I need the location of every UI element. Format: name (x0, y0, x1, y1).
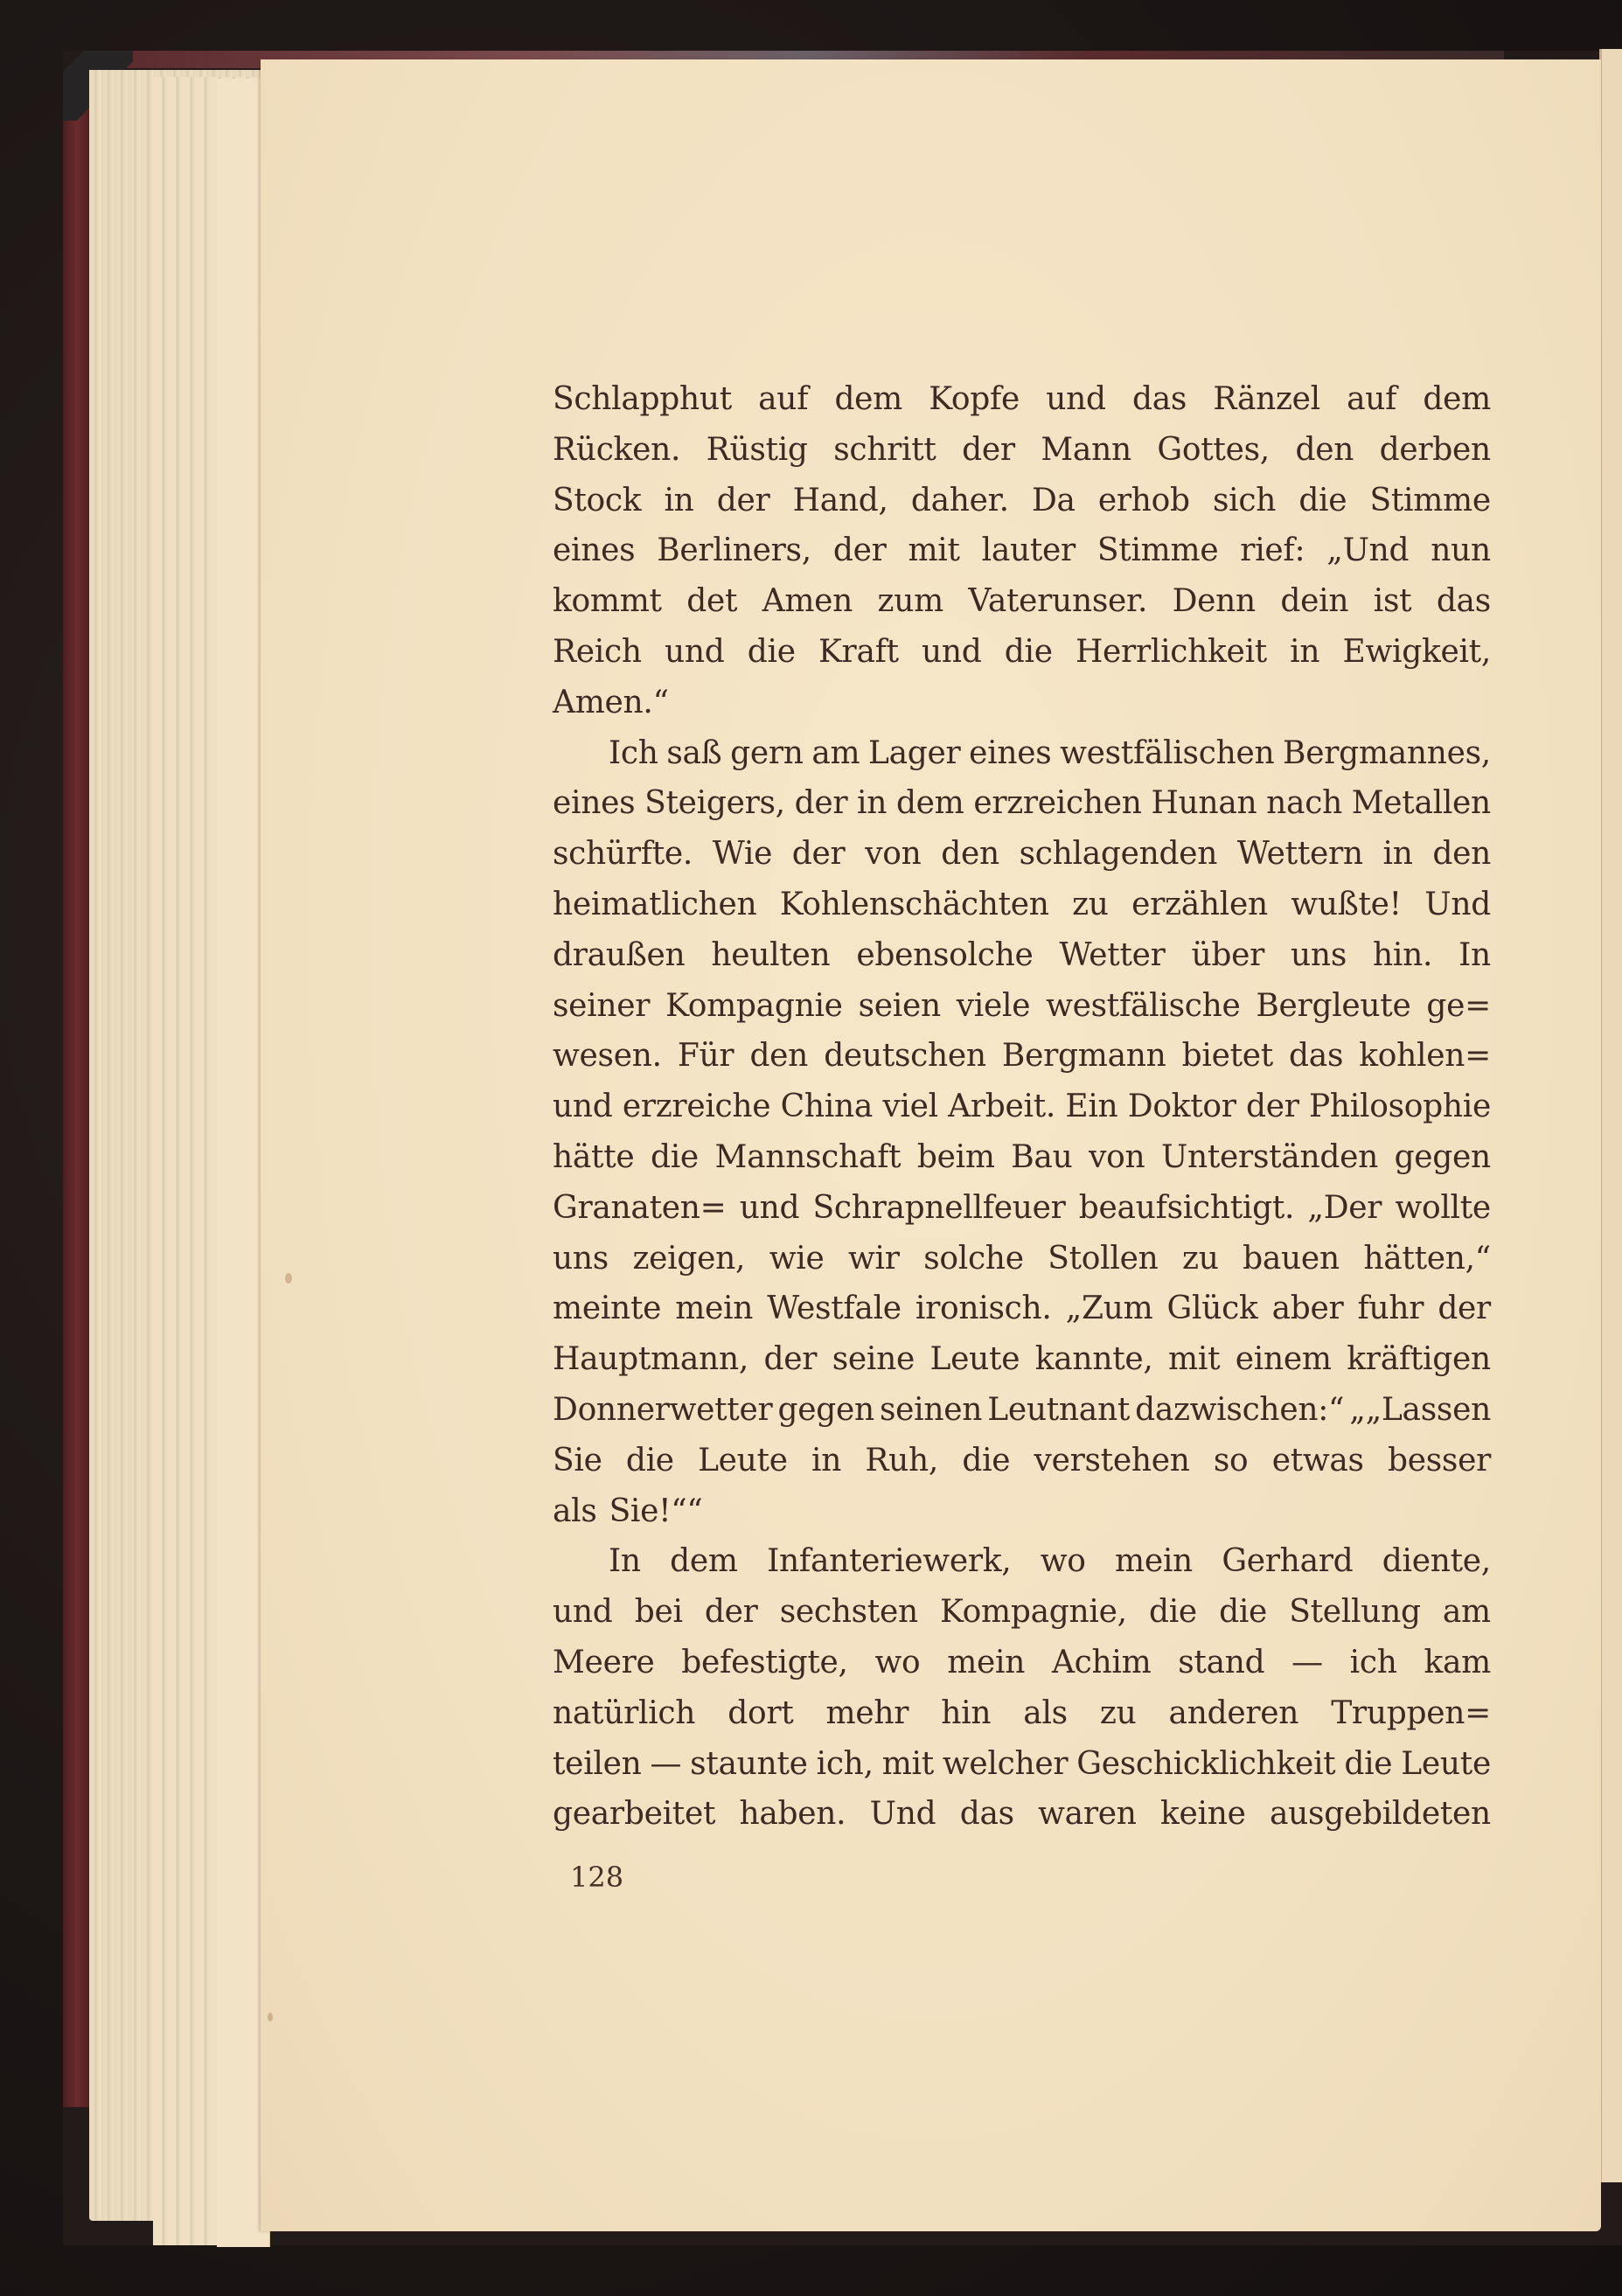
word: Und (869, 1796, 936, 1833)
word: dem (670, 1543, 738, 1580)
word: Leute (929, 1341, 1020, 1378)
word: mein (947, 1644, 1026, 1680)
word: Schrapnellfeuer (812, 1189, 1066, 1226)
word: uns (1291, 936, 1347, 973)
word: anderen (1168, 1694, 1299, 1731)
word: am (1442, 1594, 1491, 1631)
word: zu (1072, 886, 1109, 922)
next-page-edge (1599, 49, 1622, 2182)
text-line (553, 1031, 1491, 1082)
word: verstehen (1034, 1442, 1190, 1478)
word: seine (832, 1341, 915, 1378)
word: die (625, 1442, 674, 1478)
word: westfälische (1046, 987, 1241, 1024)
word: „Zum (1065, 1291, 1153, 1327)
word: Kompagnie, (940, 1594, 1127, 1631)
word: Ruh, (865, 1442, 939, 1478)
text-line (553, 1587, 1491, 1638)
word: beaufsichtigt. (1078, 1189, 1295, 1226)
word: den (1295, 431, 1354, 468)
word: Mann (1041, 431, 1131, 468)
word: Stollen (1048, 1240, 1159, 1277)
word: Granaten= (553, 1189, 727, 1226)
word: und (553, 1594, 613, 1631)
word: der (794, 785, 848, 822)
word: Amen.“ (553, 684, 669, 720)
word: und (739, 1189, 800, 1226)
word: zum (877, 583, 943, 620)
word: waren (1038, 1796, 1137, 1833)
word: Reich (553, 633, 642, 670)
word: Doktor (1127, 1089, 1236, 1125)
word: die (1148, 1594, 1197, 1631)
word: Hand, (792, 482, 888, 518)
word: Wettern (1236, 836, 1363, 873)
word: den (941, 836, 999, 873)
word: Kohlenschächten (779, 886, 1049, 922)
text-line (553, 1789, 1491, 1840)
word: hätte (553, 1138, 635, 1175)
word: zeigen, (632, 1240, 746, 1277)
word: Philosophie (1308, 1089, 1491, 1125)
word: Vaterunser. (968, 583, 1148, 620)
text-line (553, 1284, 1491, 1334)
word: kohlen= (1359, 1038, 1491, 1075)
word: ich (1349, 1644, 1397, 1680)
text-line (553, 576, 1491, 627)
word: Leute (698, 1442, 788, 1478)
text-line (553, 1739, 1491, 1790)
word: Ein (1065, 1089, 1118, 1125)
text-line (553, 1334, 1491, 1385)
word: und (1046, 381, 1106, 417)
word: kommt (553, 583, 662, 620)
word: gern (730, 734, 804, 771)
word: rief: (1240, 532, 1305, 569)
word: det (686, 583, 738, 620)
text-line (553, 476, 1491, 526)
word: dort (727, 1694, 794, 1731)
word: in (664, 482, 694, 518)
word: wie (769, 1240, 825, 1277)
word: Meere (553, 1644, 655, 1680)
word: ausgebildeten (1269, 1796, 1491, 1833)
word: keine (1160, 1796, 1246, 1833)
word: etwas (1271, 1442, 1364, 1478)
word: daher. (910, 482, 1009, 518)
word: aber (1271, 1291, 1344, 1327)
word: Bergmann (1001, 1038, 1166, 1075)
word: mit (1168, 1341, 1221, 1378)
word: als (553, 1492, 597, 1529)
word: Steigers, (644, 785, 785, 822)
paper-stain (268, 2013, 273, 2021)
word: hin (941, 1694, 992, 1731)
page-text-body (553, 374, 1491, 1840)
word: Rücken. (553, 431, 681, 468)
word: Stock (553, 482, 642, 518)
word: die (650, 1138, 699, 1175)
word: seinen (879, 1391, 983, 1428)
text-line (553, 1082, 1491, 1132)
word: dem (834, 381, 903, 417)
word: Kompagnie (665, 987, 843, 1024)
word: die (1344, 1745, 1393, 1782)
word: die (747, 633, 796, 670)
word: Leutnant (987, 1391, 1130, 1428)
word: Geschicklichkeit (1076, 1745, 1336, 1782)
word: uns (553, 1240, 609, 1277)
word: hin. (1372, 936, 1433, 973)
word: Sie!““ (609, 1492, 703, 1529)
word: in (811, 1442, 842, 1478)
word: der (716, 482, 770, 518)
word: am (811, 734, 860, 771)
word: auf (1347, 381, 1397, 417)
word: deutschen (824, 1038, 986, 1075)
word: kannte, (1034, 1341, 1153, 1378)
word: das (1289, 1038, 1344, 1075)
word: auf (758, 381, 809, 417)
word: in (1382, 836, 1413, 873)
word: einem (1235, 1341, 1332, 1378)
word: Hauptmann, (553, 1341, 748, 1378)
word: Stimme (1369, 482, 1491, 518)
word: natürlich (553, 1694, 696, 1731)
word: draußen (553, 936, 686, 973)
word: gegen (777, 1391, 874, 1428)
word: Herrlichkeit (1075, 633, 1267, 670)
word: über (1191, 936, 1265, 973)
word: den (1432, 836, 1491, 873)
word: Infanteriewerk, (767, 1543, 1012, 1580)
word: der (791, 836, 846, 873)
word: gearbeitet (553, 1796, 716, 1833)
word: Schlapphut (553, 381, 732, 417)
word: wo (874, 1644, 921, 1680)
word: kam (1424, 1644, 1491, 1680)
word: erzählen (1131, 886, 1268, 922)
word: das (1132, 381, 1187, 417)
word: seiner (553, 987, 651, 1024)
word: bauen (1243, 1240, 1340, 1277)
word: westfälischen (1060, 734, 1275, 771)
word: viel (882, 1089, 938, 1125)
word: zu (1099, 1694, 1137, 1731)
word: derben (1379, 431, 1491, 468)
word: Gottes, (1157, 431, 1270, 468)
text-line (553, 880, 1491, 930)
word: besser (1387, 1442, 1491, 1478)
word: so (1213, 1442, 1249, 1478)
word: von (1089, 1138, 1145, 1175)
word: „„Lassen (1349, 1391, 1491, 1428)
word: schürfte. (553, 836, 693, 873)
word: In (1458, 936, 1491, 973)
word: Donnerwetter (553, 1391, 773, 1428)
word: gegen (1394, 1138, 1491, 1175)
word: Bergmannes, (1283, 734, 1491, 771)
word: wir (848, 1240, 900, 1277)
word: Glück (1166, 1291, 1258, 1327)
word: fuhr (1357, 1291, 1424, 1327)
word: der (763, 1341, 818, 1378)
page-number: 128 (570, 1861, 624, 1894)
text-line (553, 1436, 1491, 1486)
word: wo (1040, 1543, 1086, 1580)
word: Kraft (818, 633, 899, 670)
word: die (1004, 633, 1053, 670)
word: ge= (1426, 987, 1491, 1024)
text-line (553, 678, 1491, 728)
text-line (553, 374, 1491, 425)
word: Ränzel (1213, 381, 1320, 417)
word: beim (916, 1138, 995, 1175)
text-line (553, 525, 1491, 576)
word: ich, (816, 1745, 874, 1782)
word: mein (1115, 1543, 1193, 1580)
word: Berliners, (657, 532, 811, 569)
word: heimatlichen (553, 886, 757, 922)
word: mit (908, 532, 960, 569)
text-line (553, 627, 1491, 678)
text-line (553, 1638, 1491, 1688)
word: erhob (1097, 482, 1190, 518)
word: sich (1212, 482, 1277, 518)
text-line (553, 981, 1491, 1032)
word: erzreichen (973, 785, 1142, 822)
word: welcher (942, 1745, 1069, 1782)
word: saß (666, 734, 722, 771)
word: wußte! (1291, 886, 1402, 922)
word: Kopfe (929, 381, 1020, 417)
word: Stimme (1096, 532, 1219, 569)
word: die (962, 1442, 1011, 1478)
word: Sie (553, 1442, 602, 1478)
word: das (959, 1796, 1014, 1833)
word: viele (956, 987, 1031, 1024)
word: nun (1431, 532, 1491, 569)
word: „Der (1307, 1189, 1382, 1226)
word: haben. (739, 1796, 846, 1833)
word: die (1298, 482, 1347, 518)
word: Ich (609, 734, 658, 771)
word: Metallen (1351, 785, 1491, 822)
word: Rüstig (706, 431, 808, 468)
word: in (1290, 633, 1320, 670)
word: zu (1182, 1240, 1219, 1277)
word: der (962, 431, 1015, 468)
word: wollte (1395, 1189, 1491, 1226)
word: seien (858, 987, 941, 1024)
word: Leute (1401, 1745, 1491, 1782)
word: Hunan (1151, 785, 1257, 822)
word: solche (923, 1240, 1024, 1277)
text-line (553, 1183, 1491, 1234)
text-line (553, 1536, 1491, 1587)
word: heulten (711, 936, 831, 973)
word: Unterständen (1160, 1138, 1378, 1175)
word: diente, (1382, 1543, 1491, 1580)
word: eines (553, 785, 636, 822)
word: dazwischen:“ (1135, 1391, 1345, 1428)
word: — (1291, 1644, 1323, 1680)
word: dein (1280, 583, 1349, 620)
word: Gerhard (1222, 1543, 1354, 1580)
word: der (1245, 1089, 1299, 1125)
text-line (553, 778, 1491, 829)
word: mehr (825, 1694, 909, 1731)
word: der (1438, 1291, 1491, 1327)
book-spine-binding (63, 96, 91, 2107)
word: bei (634, 1594, 683, 1631)
word: lauter (981, 532, 1076, 569)
word: schritt (833, 431, 936, 468)
word: befestigte, (681, 1644, 848, 1680)
word: dem (1423, 381, 1491, 417)
text-line (553, 829, 1491, 880)
word: China (780, 1089, 874, 1125)
word: das (1436, 583, 1491, 620)
word: der (704, 1594, 758, 1631)
word: Amen (762, 583, 853, 620)
word: stand (1178, 1644, 1265, 1680)
word: Stellung (1289, 1594, 1421, 1631)
word: den (749, 1038, 809, 1075)
word: „Und (1326, 532, 1410, 569)
word: Achim (1051, 1644, 1152, 1680)
word: als (1023, 1694, 1068, 1731)
word: Westfale (767, 1291, 901, 1327)
word: — (650, 1745, 682, 1782)
word: bietet (1181, 1038, 1273, 1075)
text-line (553, 930, 1491, 981)
word: ist (1373, 583, 1412, 620)
word: Bergleute (1256, 987, 1411, 1024)
word: und (553, 1089, 613, 1125)
word: mit (881, 1745, 934, 1782)
word: Ewigkeit, (1342, 633, 1491, 670)
word: Truppen= (1331, 1694, 1491, 1731)
word: Und (1424, 886, 1491, 922)
word: hätten,“ (1363, 1240, 1491, 1277)
text-line (553, 1385, 1491, 1436)
word: eines (969, 734, 1052, 771)
word: schlagenden (1019, 836, 1218, 873)
word: Für (677, 1038, 734, 1075)
word: und (922, 633, 982, 670)
word: Wie (712, 836, 773, 873)
text-line (553, 1132, 1491, 1183)
word: der (832, 532, 887, 569)
word: In (609, 1543, 641, 1580)
text-line (553, 1234, 1491, 1284)
word: Arbeit. (948, 1089, 1056, 1125)
word: von (865, 836, 922, 873)
word: erzreiche (622, 1089, 771, 1125)
paper-stain (285, 1273, 292, 1284)
word: ebensolche (856, 936, 1034, 973)
word: in (857, 785, 888, 822)
word: dem (895, 785, 964, 822)
word: Mannschaft (714, 1138, 901, 1175)
word: ironisch. (915, 1291, 1052, 1327)
word: sechsten (779, 1594, 918, 1631)
word: Wetter (1059, 936, 1166, 973)
text-line (553, 425, 1491, 476)
word: und (665, 633, 725, 670)
text-line (553, 728, 1491, 779)
word: Bau (1011, 1138, 1073, 1175)
word: Denn (1172, 583, 1256, 620)
word: Lager (868, 734, 961, 771)
word: eines (553, 532, 636, 569)
word: kräftigen (1347, 1341, 1491, 1378)
word: die (1219, 1594, 1268, 1631)
word: staunte (690, 1745, 808, 1782)
word: Da (1031, 482, 1076, 518)
word: nach (1266, 785, 1342, 822)
word: wesen. (553, 1038, 662, 1075)
text-line (553, 1486, 1491, 1537)
word: mein (675, 1291, 754, 1327)
word: teilen (553, 1745, 642, 1782)
text-line (553, 1688, 1491, 1739)
word: meinte (553, 1291, 662, 1327)
